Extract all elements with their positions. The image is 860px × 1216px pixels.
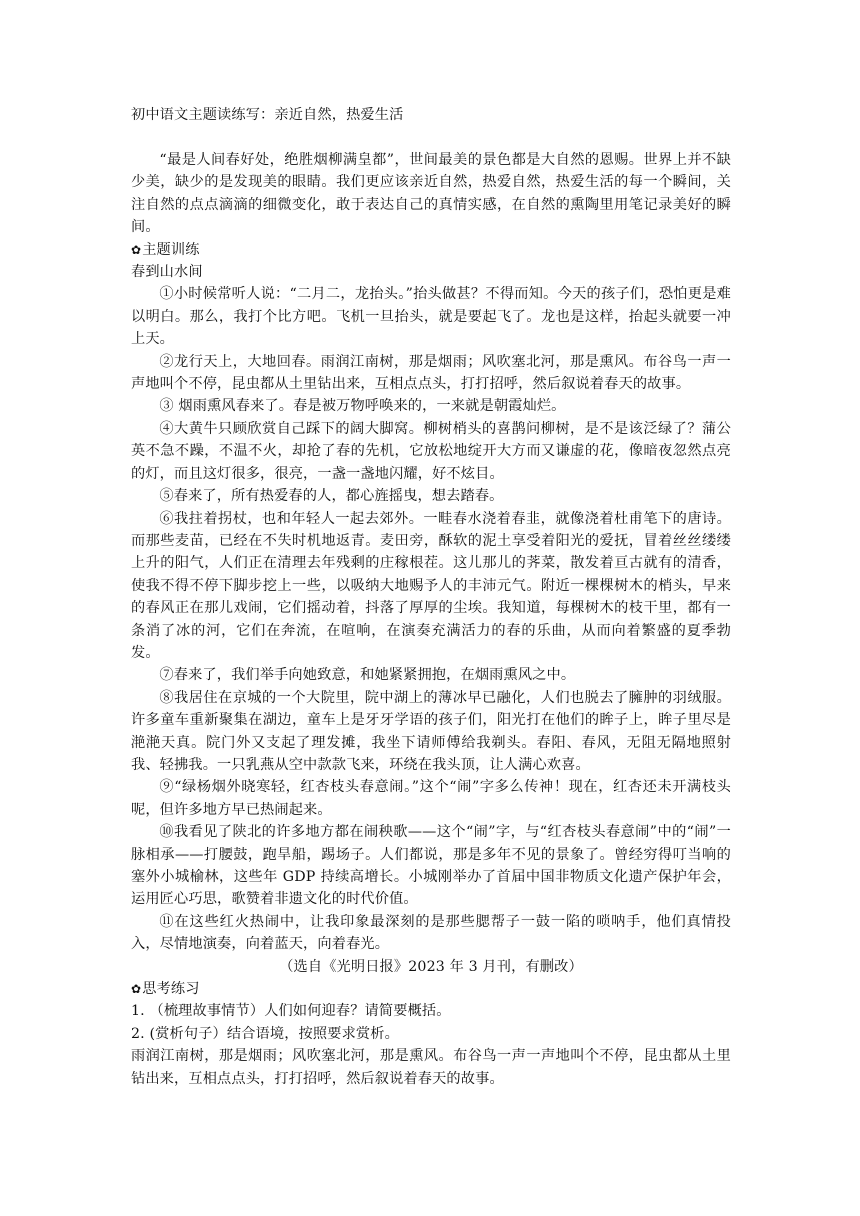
section-heading-label: 主题训练 (142, 241, 200, 258)
question-item: 1. （梳理故事情节）人们如何迎春？请简要概括。 (131, 1003, 451, 1020)
article-paragraph: ⑩我看见了陕北的许多地方都在闹秧歌——这个“闹”字，与“红杏枝头春意闹”中的“闹”一脉相承——打腰鼓，跑旱船，踢场子。人们都说，那是多年不见的景象了。曾经穷得叮当响的塞外小城榆林，这些年 GDP 持续高增长。小城刚举办了首届中国非物质文化遗产保护年会，运用匠心巧思，歌赞着非遗文化的时代价值。 (131, 824, 731, 908)
source-citation: （选自《光明日报》2023 年 3 月刊，有删改） (279, 958, 583, 975)
article-paragraph: ①小时候常听人说：“二月二，龙抬头。”抬头做甚？不得而知。今天的孩子们，恐怕更是难以明白。那么，我打个比方吧。飞机一旦抬头，就是要起飞了。龙也是这样，抬起头就要一冲上天。 (131, 286, 731, 348)
document-body (131, 104, 731, 1090)
question-item: 2. (赏析句子）结合语境，按照要求赏析。 (131, 1025, 399, 1042)
section-heading-training (131, 239, 731, 261)
section-heading-exercises (131, 978, 731, 1000)
article-paragraph: ⑨“绿杨烟外晓寒轻，红杏枝头春意闹。”这个“闹”字多么传神！现在，红杏还未开满枝头呢，但许多地方早已热闹起来。 (131, 779, 731, 818)
document-title: 初中语文主题读练写：亲近自然，热爱生活 (131, 107, 404, 123)
flower-icon: ✿ (131, 242, 142, 257)
article-paragraph: ⑤春来了，所有热爱春的人，都心旌摇曳，想去踏春。 (159, 488, 504, 505)
quoted-passage: 雨润江南树，那是烟雨；风吹塞北河，那是熏风。布谷鸟一声一声地叫个不停，昆虫都从土里钻出来，互相点点头，打打招呼，然后叙说着春天的故事。 (131, 1048, 731, 1087)
article-paragraph: ⑦春来了，我们举手向她致意，和她紧紧拥抱，在烟雨熏风之中。 (159, 667, 576, 684)
article-paragraph: ③ 烟雨熏风春来了。春是被万物呼唤来的，一来就是朝霞灿烂。 (159, 398, 566, 415)
article-paragraph: ④大黄牛只顾欣赏自己踩下的阔大脚窝。柳树梢头的喜鹊问柳树，是不是该泛绿了？蒲公英不急不躁，不温不火，却抢了春的先机，它放松地绽开大方而又谦虚的花，像暗夜忽然点亮的灯，而且这灯很多，很亮，一盏一盏地闪耀，好不炫目。 (131, 420, 731, 482)
article-paragraph: ⑥我拄着拐杖，也和年轻人一起去郊外。一畦春水浇着春韭，就像浇着杜甫笔下的唐诗。而那些麦苗，已经在不失时机地返青。麦田旁，酥软的泥土享受着阳光的爱抚，冒着丝丝缕缕上升的阳气，人们正在清理去年残剩的庄稼根茬。这儿那儿的荠菜，散发着亘古就有的清香，使我不得不停下脚步挖上一些，以吸纳大地赐予人的丰沛元气。附近一棵棵树木的梢头，早来的春风正在那儿戏闹，它们摇动着，抖落了厚厚的尘埃。我知道，每棵树木的枝干里，都有一条消了冰的河，它们在奔流，在喧响，在演奏充满活力的春的乐曲，从而向着繁盛的夏季勃发。 (131, 510, 731, 661)
spacer (131, 126, 731, 149)
section-heading-label: 思考练习 (142, 981, 200, 998)
article-paragraph: ⑧我居住在京城的一个大院里，院中湖上的薄冰早已融化，人们也脱去了臃肿的羽绒服。许多童车重新聚集在湖边，童车上是牙牙学语的孩子们，阳光打在他们的眸子上，眸子里尽是滟滟天真。院门外又支起了理发摊，我坐下请师傅给我剃头。春阳、春风，无阻无隔地照射我、轻拂我。一只乳燕从空中款款飞来，环绕在我头顶，让人满心欢喜。 (131, 689, 731, 773)
intro-paragraph: “最是人间春好处，绝胜烟柳满皇都”，世间最美的景色都是大自然的恩赐。世界上并不缺少美，缺少的是发现美的眼睛。我们更应该亲近自然，热爱自然，热爱生活的每一个瞬间，关注自然的点点滴滴的细微变化，敢于表达自己的真情实感，在自然的熏陶里用笔记录美好的瞬间。 (131, 152, 731, 236)
article-paragraph: ②龙行天上，大地回春。雨润江南树，那是烟雨；风吹塞北河，那是熏风。布谷鸟一声一声地叫个不停，昆虫都从土里钻出来，互相点点头，打打招呼，然后叙说着春天的故事。 (131, 353, 731, 393)
article-title: 春到山水间 (131, 264, 203, 281)
flower-icon: ✿ (131, 982, 142, 997)
article-paragraph: ⑪在这些红火热闹中，让我印象最深刻的是那些腮帮子一鼓一陷的唢呐手，他们真情投入，尽情地演奏，向着蓝天，向着春光。 (131, 913, 731, 953)
